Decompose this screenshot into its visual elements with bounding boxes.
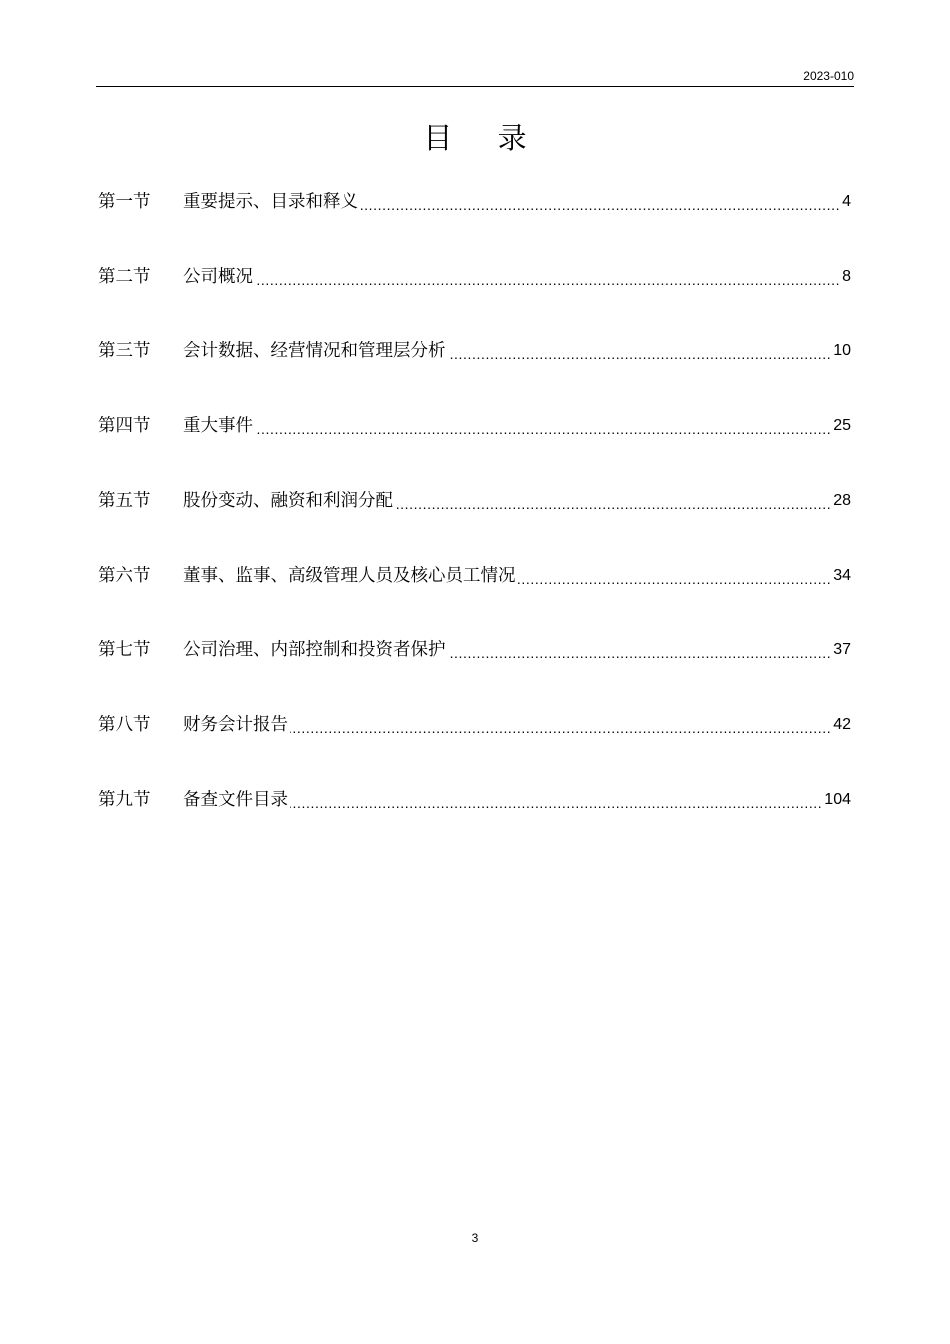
toc-section-title: 公司治理、内部控制和投资者保护 <box>183 640 446 661</box>
toc-entry[interactable] <box>98 188 851 216</box>
toc-entry[interactable] <box>98 711 851 739</box>
toc-section-number: 第五节 <box>98 490 151 511</box>
toc-page-number: 28 <box>833 491 851 509</box>
toc-section-number: 第四节 <box>98 416 151 437</box>
toc-dot-leader <box>290 786 822 814</box>
toc-page-number: 104 <box>824 790 851 808</box>
document-code: 2023-010 <box>803 69 854 83</box>
toc-entry[interactable] <box>98 636 851 664</box>
toc-page-number: 8 <box>842 267 851 285</box>
toc-section-title: 公司概况 <box>183 266 253 287</box>
toc-section-number: 第七节 <box>98 640 151 661</box>
toc-section-number: 第八节 <box>98 714 151 735</box>
toc-dot-leader <box>518 562 832 590</box>
toc-section-number: 第二节 <box>98 266 151 287</box>
toc-page-number: 10 <box>833 342 851 360</box>
toc-dot-leader <box>255 263 840 291</box>
toc-dot-leader <box>448 636 832 664</box>
toc-section-number: 第九节 <box>98 789 151 810</box>
toc-section-number: 第三节 <box>98 341 151 362</box>
toc-section-title: 股份变动、融资和利润分配 <box>183 490 393 511</box>
toc-dot-leader <box>395 487 831 515</box>
toc-section-title: 重大事件 <box>183 416 253 437</box>
toc-section-number: 第一节 <box>98 192 151 212</box>
toc-section-title: 会计数据、经营情况和管理层分析 <box>183 341 446 362</box>
toc-page-number: 4 <box>842 193 851 210</box>
header-divider <box>96 86 854 87</box>
toc-entry[interactable] <box>98 412 851 440</box>
toc-dot-leader <box>255 412 831 440</box>
toc-section-title: 财务会计报告 <box>183 714 288 735</box>
toc-entry[interactable] <box>98 562 851 590</box>
toc-section-title: 备查文件目录 <box>183 789 288 810</box>
toc-page-number: 25 <box>833 417 851 435</box>
toc-entry[interactable] <box>98 487 851 515</box>
toc-page-number: 37 <box>833 641 851 659</box>
toc-page-number: 42 <box>833 715 851 733</box>
toc-section-title: 董事、监事、高级管理人员及核心员工情况 <box>183 565 516 586</box>
toc-dot-leader <box>290 711 831 739</box>
toc-page-number: 34 <box>833 566 851 584</box>
page-number: 3 <box>471 1231 479 1245</box>
toc-section-number: 第六节 <box>98 565 151 586</box>
toc-dot-leader <box>360 188 840 216</box>
toc-entry[interactable] <box>98 337 851 365</box>
toc-title: 目 录 <box>423 121 545 155</box>
toc-section-title: 重要提示、目录和释义 <box>183 192 358 212</box>
toc-entry[interactable] <box>98 786 851 814</box>
toc-entry[interactable] <box>98 263 851 291</box>
toc-dot-leader <box>448 337 832 365</box>
